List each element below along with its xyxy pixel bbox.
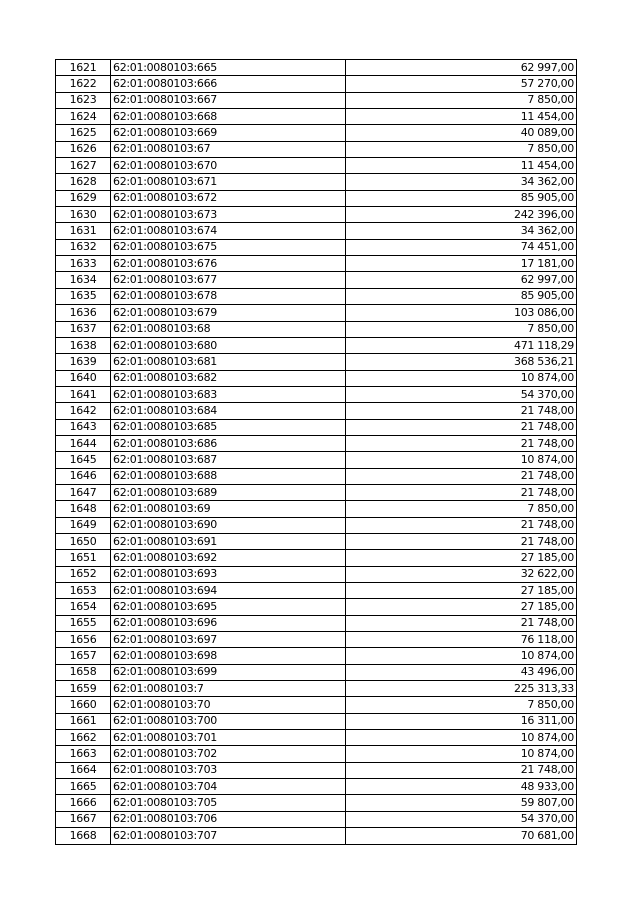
row-number-cell: 1627 [56,158,111,174]
table-row [56,288,577,304]
cadastral-number-cell: 62:01:0080103:667 [111,92,346,108]
row-number-cell: 1651 [56,550,111,566]
amount-cell: 43 496,00 [346,664,577,680]
table-row [56,174,577,190]
cadastral-number-cell: 62:01:0080103:681 [111,354,346,370]
row-number-cell: 1666 [56,795,111,811]
cadastral-number-cell: 62:01:0080103:673 [111,207,346,223]
row-number-cell: 1645 [56,452,111,468]
row-number-cell: 1628 [56,174,111,190]
amount-cell: 21 748,00 [346,435,577,451]
amount-cell: 10 874,00 [346,452,577,468]
amount-cell: 21 748,00 [346,484,577,500]
table-row [56,76,577,92]
cadastral-number-cell: 62:01:0080103:675 [111,239,346,255]
table-row [56,419,577,435]
amount-cell: 7 850,00 [346,321,577,337]
cadastral-number-cell: 62:01:0080103:704 [111,779,346,795]
amount-cell: 21 748,00 [346,468,577,484]
row-number-cell: 1622 [56,76,111,92]
table-row [56,468,577,484]
cadastral-number-cell: 62:01:0080103:69 [111,501,346,517]
cadastral-number-cell: 62:01:0080103:705 [111,795,346,811]
table-row [56,811,577,827]
amount-cell: 10 874,00 [346,746,577,762]
amount-cell: 7 850,00 [346,501,577,517]
amount-cell: 21 748,00 [346,517,577,533]
table-row [56,517,577,533]
row-number-cell: 1642 [56,403,111,419]
table-row [56,158,577,174]
cadastral-number-cell: 62:01:0080103:689 [111,484,346,500]
cadastral-number-cell: 62:01:0080103:668 [111,109,346,125]
table-row [56,125,577,141]
cadastral-number-cell: 62:01:0080103:693 [111,566,346,582]
row-number-cell: 1668 [56,828,111,844]
amount-cell: 48 933,00 [346,779,577,795]
row-number-cell: 1635 [56,288,111,304]
amount-cell: 21 748,00 [346,615,577,631]
cadastral-number-cell: 62:01:0080103:669 [111,125,346,141]
table-row [56,141,577,157]
row-number-cell: 1640 [56,370,111,386]
table-row [56,632,577,648]
amount-cell: 62 997,00 [346,272,577,288]
amount-cell: 21 748,00 [346,403,577,419]
amount-cell: 54 370,00 [346,811,577,827]
amount-cell: 21 748,00 [346,762,577,778]
row-number-cell: 1646 [56,468,111,484]
amount-cell: 59 807,00 [346,795,577,811]
row-number-cell: 1637 [56,321,111,337]
table-row [56,762,577,778]
amount-cell: 40 089,00 [346,125,577,141]
amount-cell: 10 874,00 [346,648,577,664]
cadastral-number-cell: 62:01:0080103:699 [111,664,346,680]
row-number-cell: 1657 [56,648,111,664]
table-row [56,697,577,713]
row-number-cell: 1644 [56,435,111,451]
cadastral-number-cell: 62:01:0080103:700 [111,713,346,729]
row-number-cell: 1658 [56,664,111,680]
table-row [56,779,577,795]
row-number-cell: 1638 [56,337,111,353]
row-number-cell: 1625 [56,125,111,141]
amount-cell: 76 118,00 [346,632,577,648]
table-row [56,354,577,370]
row-number-cell: 1621 [56,60,111,76]
cadastral-number-cell: 62:01:0080103:685 [111,419,346,435]
table-row [56,223,577,239]
table-row [56,713,577,729]
cadastral-number-cell: 62:01:0080103:676 [111,256,346,272]
amount-cell: 11 454,00 [346,158,577,174]
table-row [56,533,577,549]
row-number-cell: 1662 [56,730,111,746]
amount-cell: 27 185,00 [346,550,577,566]
cadastral-number-cell: 62:01:0080103:702 [111,746,346,762]
table-row [56,648,577,664]
amount-cell: 242 396,00 [346,207,577,223]
table-row [56,337,577,353]
cadastral-number-cell: 62:01:0080103:666 [111,76,346,92]
amount-cell: 7 850,00 [346,697,577,713]
cadastral-number-cell: 62:01:0080103:706 [111,811,346,827]
cadastral-number-cell: 62:01:0080103:691 [111,533,346,549]
table-row [56,599,577,615]
amount-cell: 85 905,00 [346,190,577,206]
row-number-cell: 1653 [56,583,111,599]
table-row [56,435,577,451]
row-number-cell: 1632 [56,239,111,255]
table-row [56,501,577,517]
table-row [56,321,577,337]
table-row [56,92,577,108]
table-row [56,370,577,386]
table-row [56,272,577,288]
amount-cell: 16 311,00 [346,713,577,729]
cadastral-number-cell: 62:01:0080103:686 [111,435,346,451]
table-body [56,60,577,845]
row-number-cell: 1647 [56,484,111,500]
amount-cell: 7 850,00 [346,92,577,108]
amount-cell: 85 905,00 [346,288,577,304]
amount-cell: 10 874,00 [346,730,577,746]
table-row [56,746,577,762]
cadastral-number-cell: 62:01:0080103:7 [111,681,346,697]
amount-cell: 471 118,29 [346,337,577,353]
cadastral-number-cell: 62:01:0080103:682 [111,370,346,386]
row-number-cell: 1654 [56,599,111,615]
row-number-cell: 1633 [56,256,111,272]
row-number-cell: 1636 [56,305,111,321]
cadastral-number-cell: 62:01:0080103:688 [111,468,346,484]
cadastral-number-cell: 62:01:0080103:703 [111,762,346,778]
cadastral-number-cell: 62:01:0080103:670 [111,158,346,174]
table-row [56,60,577,76]
cadastral-number-cell: 62:01:0080103:67 [111,141,346,157]
cadastral-number-cell: 62:01:0080103:692 [111,550,346,566]
cadastral-number-cell: 62:01:0080103:684 [111,403,346,419]
row-number-cell: 1623 [56,92,111,108]
amount-cell: 57 270,00 [346,76,577,92]
table-row [56,566,577,582]
cadastral-number-cell: 62:01:0080103:697 [111,632,346,648]
row-number-cell: 1634 [56,272,111,288]
table-row [56,550,577,566]
row-number-cell: 1624 [56,109,111,125]
cadastral-number-cell: 62:01:0080103:70 [111,697,346,713]
table-row [56,484,577,500]
amount-cell: 7 850,00 [346,141,577,157]
row-number-cell: 1650 [56,533,111,549]
cadastral-number-cell: 62:01:0080103:698 [111,648,346,664]
row-number-cell: 1656 [56,632,111,648]
row-number-cell: 1639 [56,354,111,370]
amount-cell: 27 185,00 [346,599,577,615]
cadastral-number-cell: 62:01:0080103:701 [111,730,346,746]
row-number-cell: 1629 [56,190,111,206]
amount-cell: 62 997,00 [346,60,577,76]
cadastral-number-cell: 62:01:0080103:677 [111,272,346,288]
row-number-cell: 1626 [56,141,111,157]
cadastral-value-table [55,59,577,845]
amount-cell: 17 181,00 [346,256,577,272]
amount-cell: 32 622,00 [346,566,577,582]
row-number-cell: 1659 [56,681,111,697]
row-number-cell: 1631 [56,223,111,239]
amount-cell: 21 748,00 [346,419,577,435]
table-row [56,403,577,419]
table-row [56,239,577,255]
amount-cell: 27 185,00 [346,583,577,599]
table-row [56,828,577,844]
amount-cell: 368 536,21 [346,354,577,370]
cadastral-number-cell: 62:01:0080103:687 [111,452,346,468]
row-number-cell: 1664 [56,762,111,778]
cadastral-number-cell: 62:01:0080103:694 [111,583,346,599]
table-row [56,583,577,599]
amount-cell: 103 086,00 [346,305,577,321]
table-row [56,386,577,402]
row-number-cell: 1630 [56,207,111,223]
cadastral-number-cell: 62:01:0080103:690 [111,517,346,533]
cadastral-number-cell: 62:01:0080103:674 [111,223,346,239]
cadastral-number-cell: 62:01:0080103:696 [111,615,346,631]
table-row [56,681,577,697]
table-row [56,730,577,746]
row-number-cell: 1641 [56,386,111,402]
table-row [56,207,577,223]
amount-cell: 54 370,00 [346,386,577,402]
cadastral-number-cell: 62:01:0080103:671 [111,174,346,190]
row-number-cell: 1660 [56,697,111,713]
table-row [56,452,577,468]
table-row [56,190,577,206]
amount-cell: 70 681,00 [346,828,577,844]
table-row [56,615,577,631]
cadastral-number-cell: 62:01:0080103:707 [111,828,346,844]
cadastral-number-cell: 62:01:0080103:695 [111,599,346,615]
cadastral-number-cell: 62:01:0080103:683 [111,386,346,402]
amount-cell: 21 748,00 [346,533,577,549]
cadastral-number-cell: 62:01:0080103:665 [111,60,346,76]
row-number-cell: 1665 [56,779,111,795]
cadastral-number-cell: 62:01:0080103:678 [111,288,346,304]
amount-cell: 34 362,00 [346,223,577,239]
row-number-cell: 1643 [56,419,111,435]
cadastral-number-cell: 62:01:0080103:680 [111,337,346,353]
table-row [56,109,577,125]
table-row [56,305,577,321]
row-number-cell: 1663 [56,746,111,762]
row-number-cell: 1648 [56,501,111,517]
amount-cell: 225 313,33 [346,681,577,697]
amount-cell: 11 454,00 [346,109,577,125]
amount-cell: 10 874,00 [346,370,577,386]
amount-cell: 74 451,00 [346,239,577,255]
row-number-cell: 1655 [56,615,111,631]
row-number-cell: 1652 [56,566,111,582]
cadastral-number-cell: 62:01:0080103:679 [111,305,346,321]
table-row [56,256,577,272]
table-row [56,664,577,680]
row-number-cell: 1661 [56,713,111,729]
cadastral-number-cell: 62:01:0080103:68 [111,321,346,337]
row-number-cell: 1667 [56,811,111,827]
table-row [56,795,577,811]
amount-cell: 34 362,00 [346,174,577,190]
row-number-cell: 1649 [56,517,111,533]
cadastral-number-cell: 62:01:0080103:672 [111,190,346,206]
